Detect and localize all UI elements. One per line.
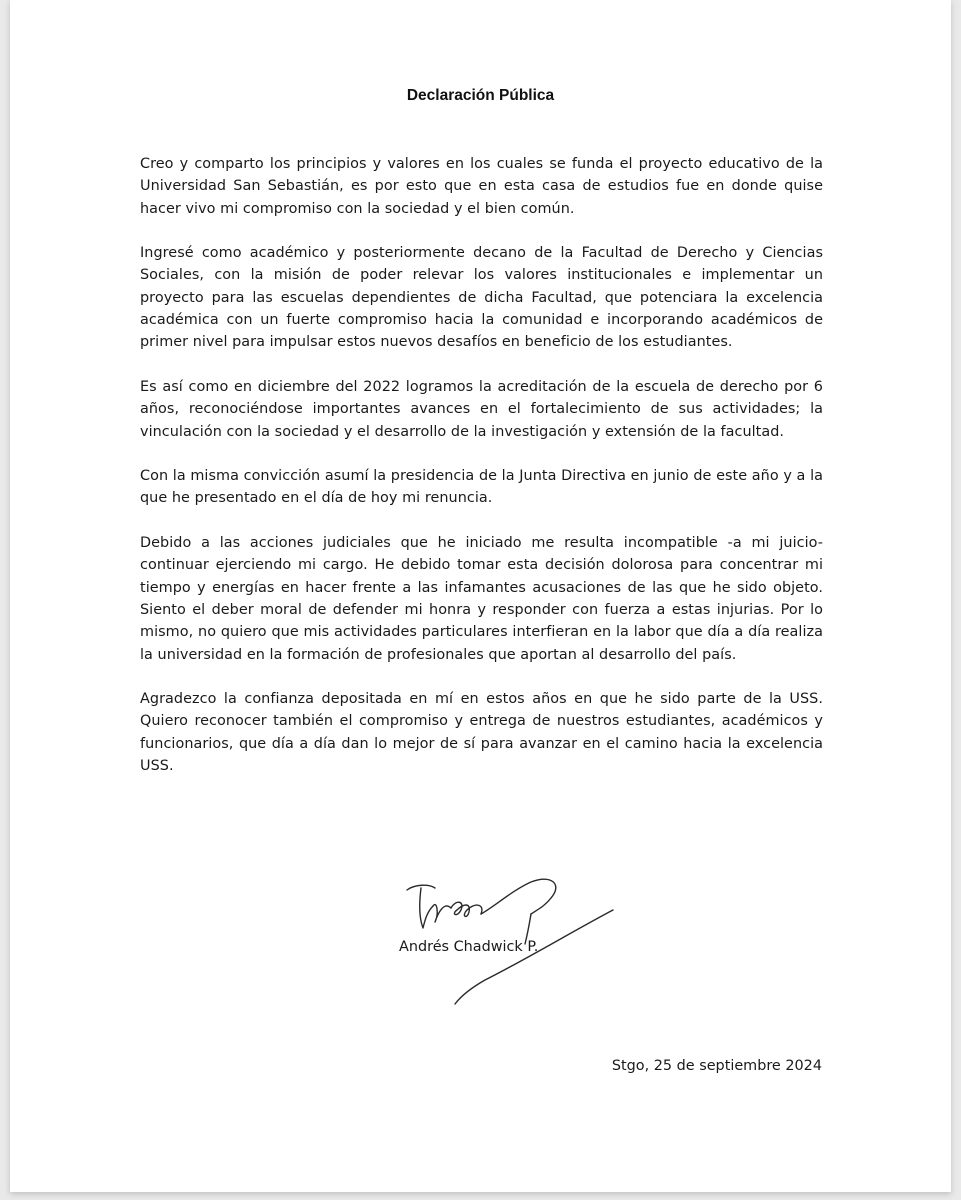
paragraph-2: Ingresé como académico y posteriormente decano de la Facultad de Derecho y Ciencias Sociales, con la misión de poder relevar los valores institucionales e implementar un proyecto para las escuelas dependientes de dicha Facultad, que potenciara la excelencia académica con un fuerte compromiso hacia la comunidad e incorporando académicos de primer nivel para impulsar estos nuevos desafíos en beneficio de los estudiantes. — [140, 245, 823, 351]
paragraph-5: Debido a las acciones judiciales que he iniciado me resulta incompatible -a mi juicio- continuar ejerciendo mi cargo. He debido tomar esta decisión dolorosa para concentrar mi tiempo y energías en hacer frente a las infamantes acusaciones de las que he sido objeto. Siento el deber moral de defender mi honra y responder con fuerza a estas injurias. Por lo mismo, no quiero que mis actividades particulares interfieran en la labor que día a día realiza la universidad en la formación de profesionales que aportan al desarrollo del país. — [140, 535, 823, 663]
document-body — [140, 153, 823, 800]
signer-name: Andrés Chadwick P. — [399, 939, 539, 955]
paragraph-6: Agradezco la confianza depositada en mí en estos años en que he sido parte de la USS. Quiero reconocer también el compromiso y entrega de nuestros estudiantes, académicos y funcionarios, que día a día dan lo mejor de sí para avanzar en el camino hacia la excelencia USS. — [140, 691, 823, 775]
document-page — [10, 0, 951, 1192]
paragraph-4: Con la misma convicción asumí la presidencia de la Junta Directiva en junio de este año y a la que he presentado en el día de hoy mi renuncia. — [140, 468, 823, 507]
document-title: Declaración Pública — [406, 87, 555, 104]
document-date: Stgo, 25 de septiembre 2024 — [611, 1058, 822, 1074]
paragraph-3: Es así como en diciembre del 2022 logramos la acreditación de la escuela de derecho por 6 años, reconociéndose importantes avances en el fortalecimiento de sus actividades; la vinculación con la sociedad y el desarrollo de la investigación y extensión de la facultad. — [140, 378, 823, 440]
paragraph-1: Creo y comparto los principios y valores en los cuales se funda el proyecto educativo de la Universidad San Sebastián, es por esto que en esta casa de estudios fue en donde quise hacer vivo mi compromiso con la sociedad y el bien común. — [140, 156, 823, 217]
